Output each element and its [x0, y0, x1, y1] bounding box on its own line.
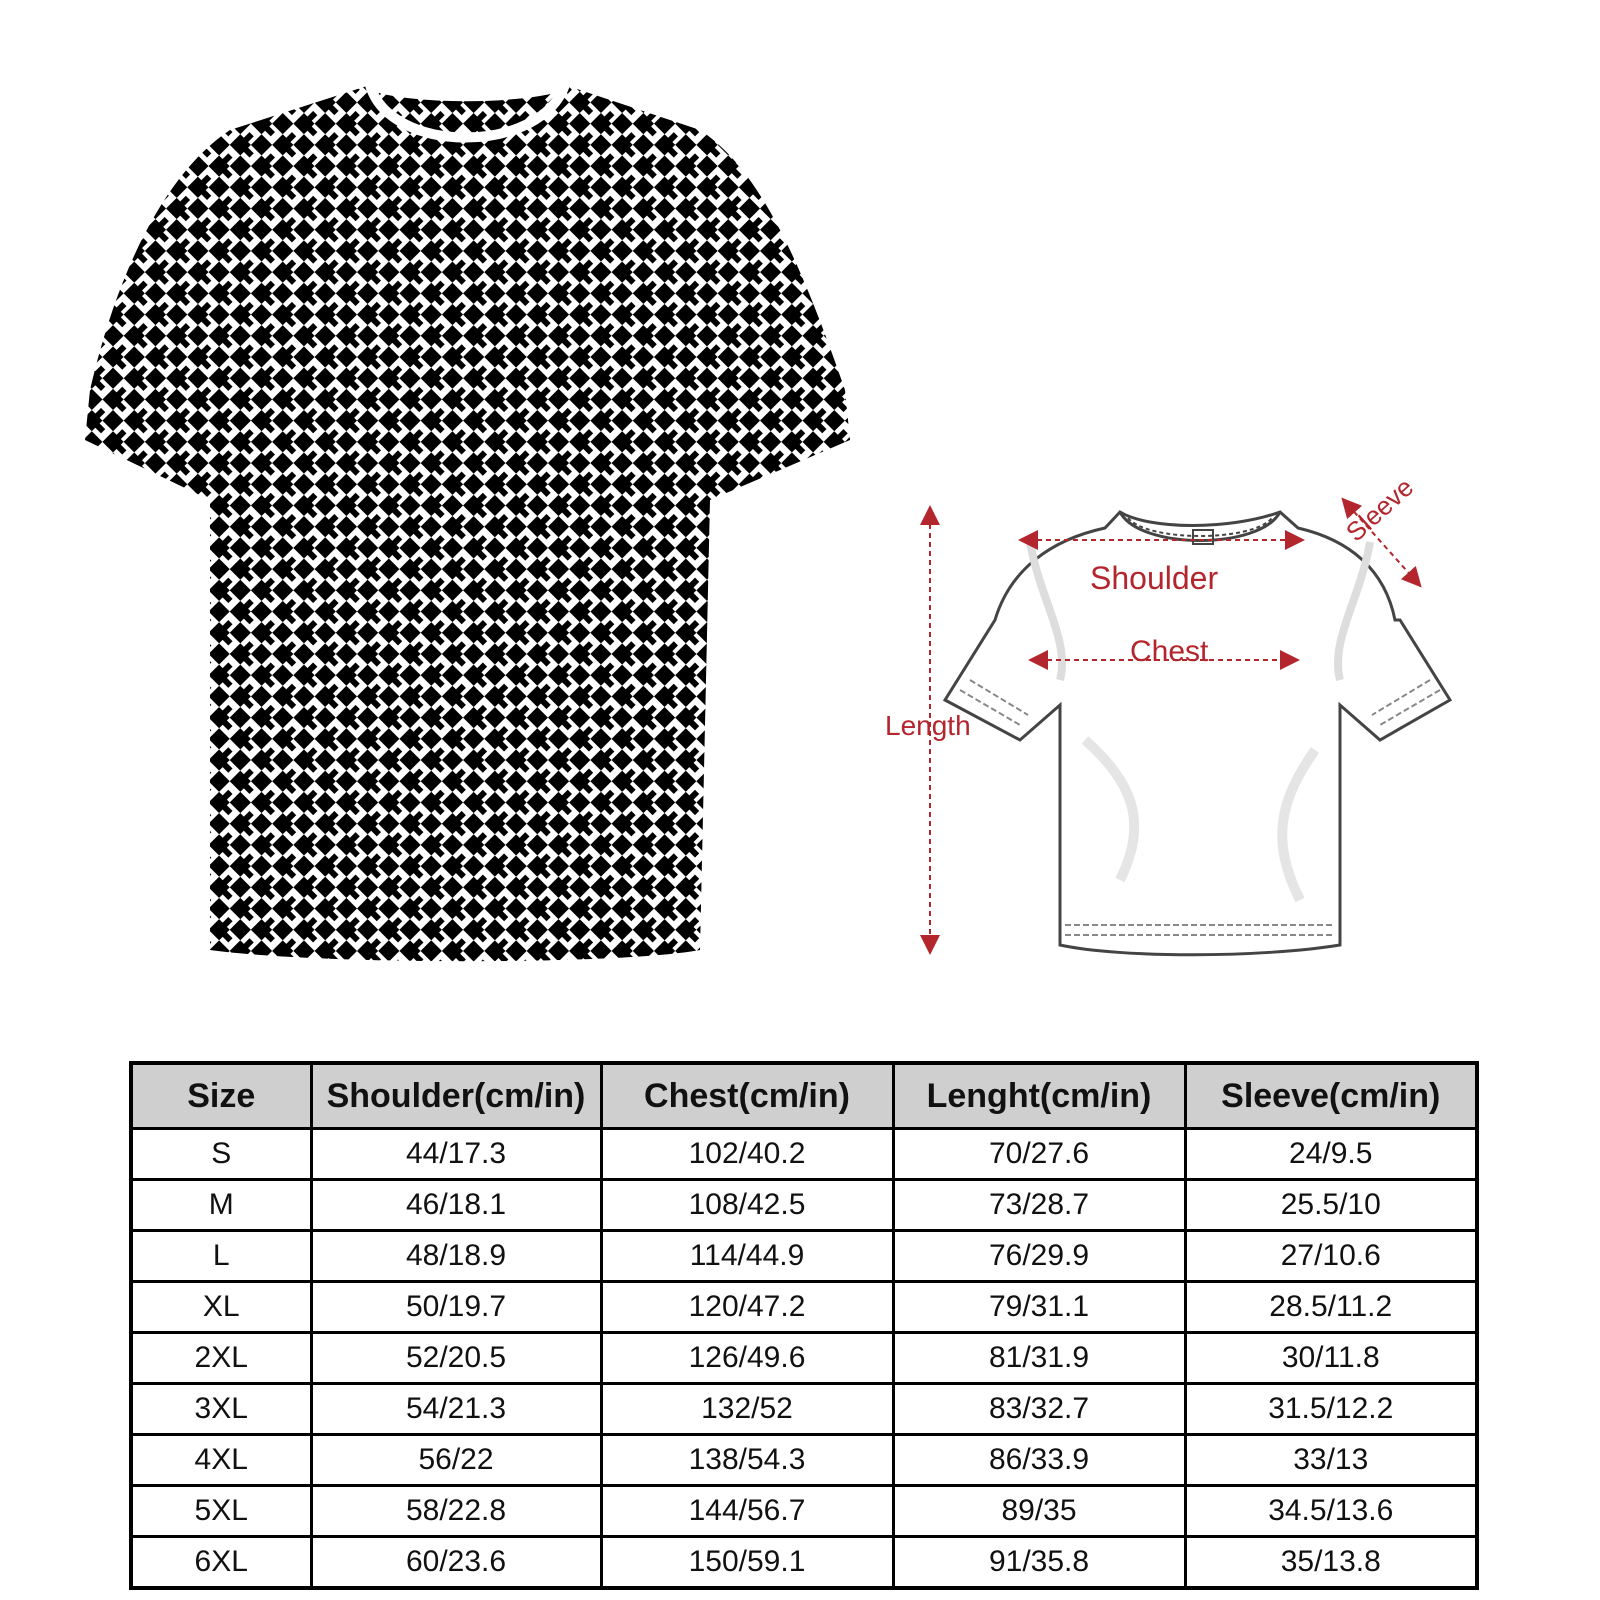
cell-size: 5XL — [131, 1486, 311, 1537]
cell-shoulder: 54/21.3 — [311, 1384, 601, 1435]
cell-shoulder: 60/23.6 — [311, 1537, 601, 1589]
cell-chest: 102/40.2 — [601, 1129, 893, 1180]
shoulder-label: Shoulder — [1090, 560, 1219, 596]
cell-chest: 120/47.2 — [601, 1282, 893, 1333]
cell-chest: 138/54.3 — [601, 1435, 893, 1486]
cell-length: 86/33.9 — [893, 1435, 1185, 1486]
cell-length: 89/35 — [893, 1486, 1185, 1537]
cell-size: XL — [131, 1282, 311, 1333]
cell-chest: 150/59.1 — [601, 1537, 893, 1589]
cell-size: 2XL — [131, 1333, 311, 1384]
size-measurement-diagram — [885, 471, 1500, 1000]
table-row — [131, 1435, 1477, 1486]
tshirt-outline-diagram — [900, 480, 1500, 1000]
cell-sleeve: 24/9.5 — [1185, 1129, 1477, 1180]
cell-sleeve: 34.5/13.6 — [1185, 1486, 1477, 1537]
cell-length: 76/29.9 — [893, 1231, 1185, 1282]
column-header-length: Lenght(cm/in) — [893, 1063, 1185, 1129]
cell-chest: 144/56.7 — [601, 1486, 893, 1537]
cell-size: 4XL — [131, 1435, 311, 1486]
cell-sleeve: 31.5/12.2 — [1185, 1384, 1477, 1435]
cell-sleeve: 27/10.6 — [1185, 1231, 1477, 1282]
cell-shoulder: 56/22 — [311, 1435, 601, 1486]
column-header-sleeve: Sleeve(cm/in) — [1185, 1063, 1477, 1129]
cell-shoulder: 52/20.5 — [311, 1333, 601, 1384]
cell-size: S — [131, 1129, 311, 1180]
cell-size: L — [131, 1231, 311, 1282]
column-header-shoulder: Shoulder(cm/in) — [311, 1063, 601, 1129]
table-row — [131, 1282, 1477, 1333]
cell-size: 3XL — [131, 1384, 311, 1435]
table-row — [131, 1180, 1477, 1231]
cell-shoulder: 48/18.9 — [311, 1231, 601, 1282]
cell-length: 81/31.9 — [893, 1333, 1185, 1384]
column-header-size: Size — [131, 1063, 311, 1129]
size-chart-table — [129, 1061, 1479, 1590]
table-row — [131, 1486, 1477, 1537]
product-photo — [60, 60, 900, 1010]
cell-shoulder: 44/17.3 — [311, 1129, 601, 1180]
length-label: Length — [885, 710, 971, 741]
cell-length: 79/31.1 — [893, 1282, 1185, 1333]
cell-chest: 126/49.6 — [601, 1333, 893, 1384]
cell-length: 91/35.8 — [893, 1537, 1185, 1589]
cell-shoulder: 46/18.1 — [311, 1180, 601, 1231]
cell-size: M — [131, 1180, 311, 1231]
cell-chest: 132/52 — [601, 1384, 893, 1435]
cell-chest: 114/44.9 — [601, 1231, 893, 1282]
cell-length: 83/32.7 — [893, 1384, 1185, 1435]
cell-sleeve: 30/11.8 — [1185, 1333, 1477, 1384]
cell-shoulder: 58/22.8 — [311, 1486, 601, 1537]
cell-length: 70/27.6 — [893, 1129, 1185, 1180]
chest-label: Chest — [1130, 635, 1209, 668]
table-row — [131, 1231, 1477, 1282]
cell-size: 6XL — [131, 1537, 311, 1589]
cell-sleeve: 25.5/10 — [1185, 1180, 1477, 1231]
houndstooth-tshirt-image — [60, 60, 900, 1010]
column-header-chest: Chest(cm/in) — [601, 1063, 893, 1129]
cell-shoulder: 50/19.7 — [311, 1282, 601, 1333]
sleeve-label: Sleeve — [1340, 471, 1420, 548]
cell-length: 73/28.7 — [893, 1180, 1185, 1231]
cell-chest: 108/42.5 — [601, 1180, 893, 1231]
cell-sleeve: 33/13 — [1185, 1435, 1477, 1486]
table-row — [131, 1333, 1477, 1384]
table-row — [131, 1384, 1477, 1435]
cell-sleeve: 28.5/11.2 — [1185, 1282, 1477, 1333]
cell-sleeve: 35/13.8 — [1185, 1537, 1477, 1589]
table-header-row — [131, 1063, 1477, 1129]
table-row — [131, 1537, 1477, 1589]
table-row — [131, 1129, 1477, 1180]
